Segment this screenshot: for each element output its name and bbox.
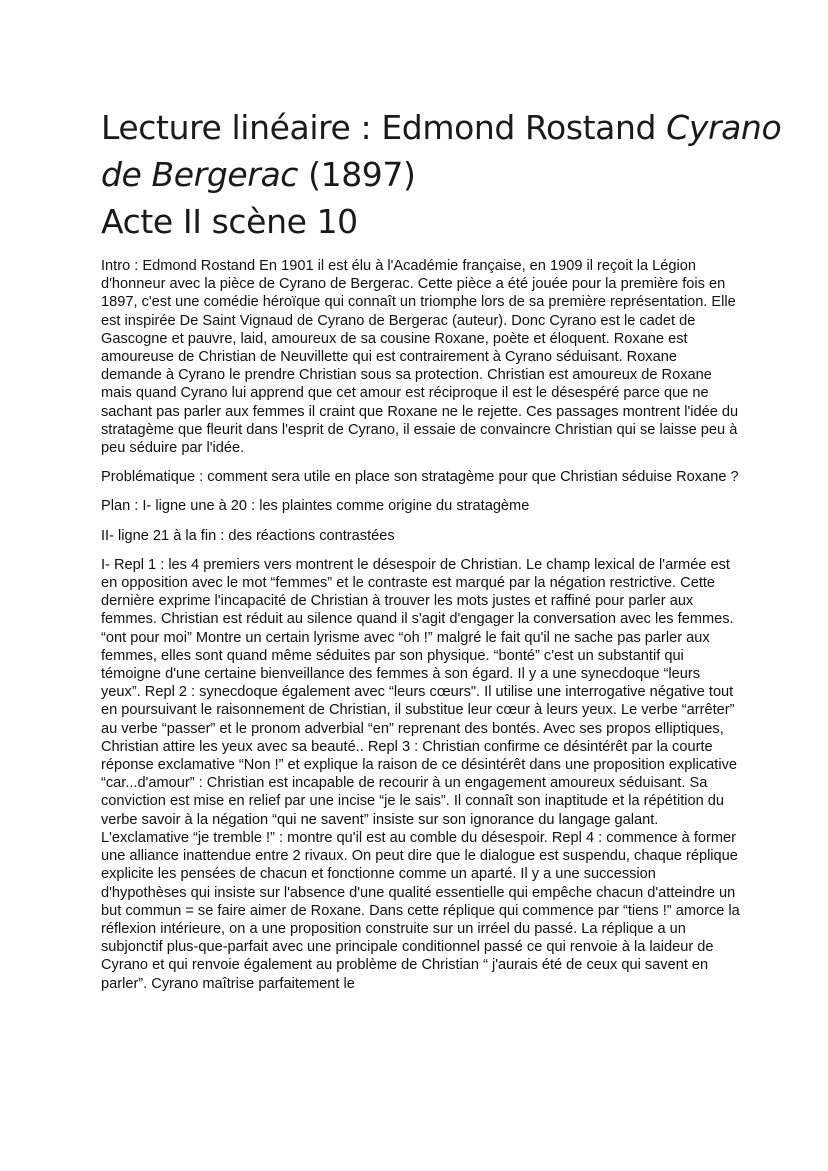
plan-part-1: Plan : I- ligne une à 20 : les plaintes comme origine du stratagème — [101, 498, 530, 515]
title-line-3: Acte II scène 10 — [101, 202, 358, 241]
intro-paragraph: Intro : Edmond Rostand En 1901 il est élu à l'Académie française, en 1909 il reçoit la Légion d'honneur avec la pièce de Cyrano de Bergerac. Cette pièce a été jouée pour la première fois en 1897, c'est une comédie héroïque qui connaît un triomphe lors de sa première représentation. Elle est inspirée De Saint Vignaud de Cyrano de Bergerac (auteur). Donc Cyrano est le cadet de Gascogne et pauvre, laid, amoureux de sa cousine Roxane, poète et éloquent. Roxane est amoureuse de Christian de Neuvillette qui est contrairement à Cyrano séduisant. Roxane demande à Cyrano le prendre Christian sous sa protection. Christian est amoureux de Roxane mais quand Cyrano lui apprend que cet amour est réciproque il est le désespéré parce que ne sachant pas parler aux femmes il craint que Roxane ne le rejette. Ces passages montrent l'idée du stratagème que fleurit dans l'esprit de Cyrano, il essaie de convaincre Christian qui se laisse peu à peu séduire par l'idée. — [101, 258, 739, 457]
title-line-1 — [101, 104, 781, 151]
title-year: (1897) — [298, 155, 416, 194]
page-title — [101, 104, 781, 245]
document-body — [101, 257, 741, 1004]
title-line-2 — [101, 151, 781, 198]
plan-part-2: II- ligne 21 à la fin : des réactions contrastées — [101, 527, 395, 544]
analysis-paragraph: I- Repl 1 : les 4 premiers vers montrent le désespoir de Christian. Le champ lexical de l'armée est en opposition avec le mot “femmes” et le contraste est marqué par la négation restrictive. Cette dernière exprime l'incapacité de Christian à trouver les mots justes et raffiné pour parler aux femmes. Christian est réduit au silence quand il s'agit d'engager la conversation avec les femmes. “ont pour moi” Montre un certain lyrisme avec “oh !” malgré le fait qu'il ne sache pas parler aux femmes, elles sont quand même séduites par son physique. “bonté” c'est un substantif qui témoigne d'une certaine bienveillance des femmes à son égard. Il y a une synecdoque “leurs yeux”. Repl 2 : synecdoque également avec “leurs cœurs". Il utilise une interrogative négative tout en poursuivant le raisonnement de Christian, il substitue leur cœur à leurs yeux. Le verbe “arrêter” au verbe “passer” et le pronom adverbial “en” reprenant des bontés. Avec ses propos elliptiques, Christian attire les yeux avec sa beauté.. Repl 3 : Christian confirme ce désintérêt par la courte réponse exclamative “Non !” et explique la raison de ce désintérêt dans une proposition explicative “car...d'amour” : Christian est incapable de recourir à un engagement amoureux séduisant. Sa conviction est mise en relief par une incise “je le sais”. Il connaît son inaptitude et la répétition du verbe savoir à la négation “qui ne savent” insiste sur son ignorance du langage galant. L'exclamative “je tremble !” : montre qu'il est au comble du désespoir. Repl 4 : commence à former une alliance inattendue entre 2 rivaux. On peut dire que le dialogue est suspendu, chaque réplique explicite les pensées de chacun et fonctionne comme un aparté. Il y a une succession d'hypothèses qui insiste sur l'absence d'une qualité essentielle qui empêche chacun d'atteindre un but commun = se faire aimer de Roxane. Dans cette réplique qui commence par “tiens !” amorce la réflexion intérieure, on a une proposition construite sur un irréel du passé. La réplique a un subjonctif plus-que-parfait avec une principale conditionnel passé ce qui renvoie à la laideur de Cyrano et qui renvoie également au problème de Christian “ j'aurais été de ceux qui savent en parler”. Cyrano maîtrise parfaitement le — [101, 556, 740, 992]
problematique-paragraph: Problématique : comment sera utile en place son stratagème pour que Christian séduise Roxane ? — [101, 469, 739, 486]
title-work-italic-cont: de Bergerac — [101, 155, 299, 194]
title-text-main: Lecture linéaire : Edmond Rostand — [101, 108, 667, 147]
title-work-italic: Cyrano — [666, 108, 782, 147]
